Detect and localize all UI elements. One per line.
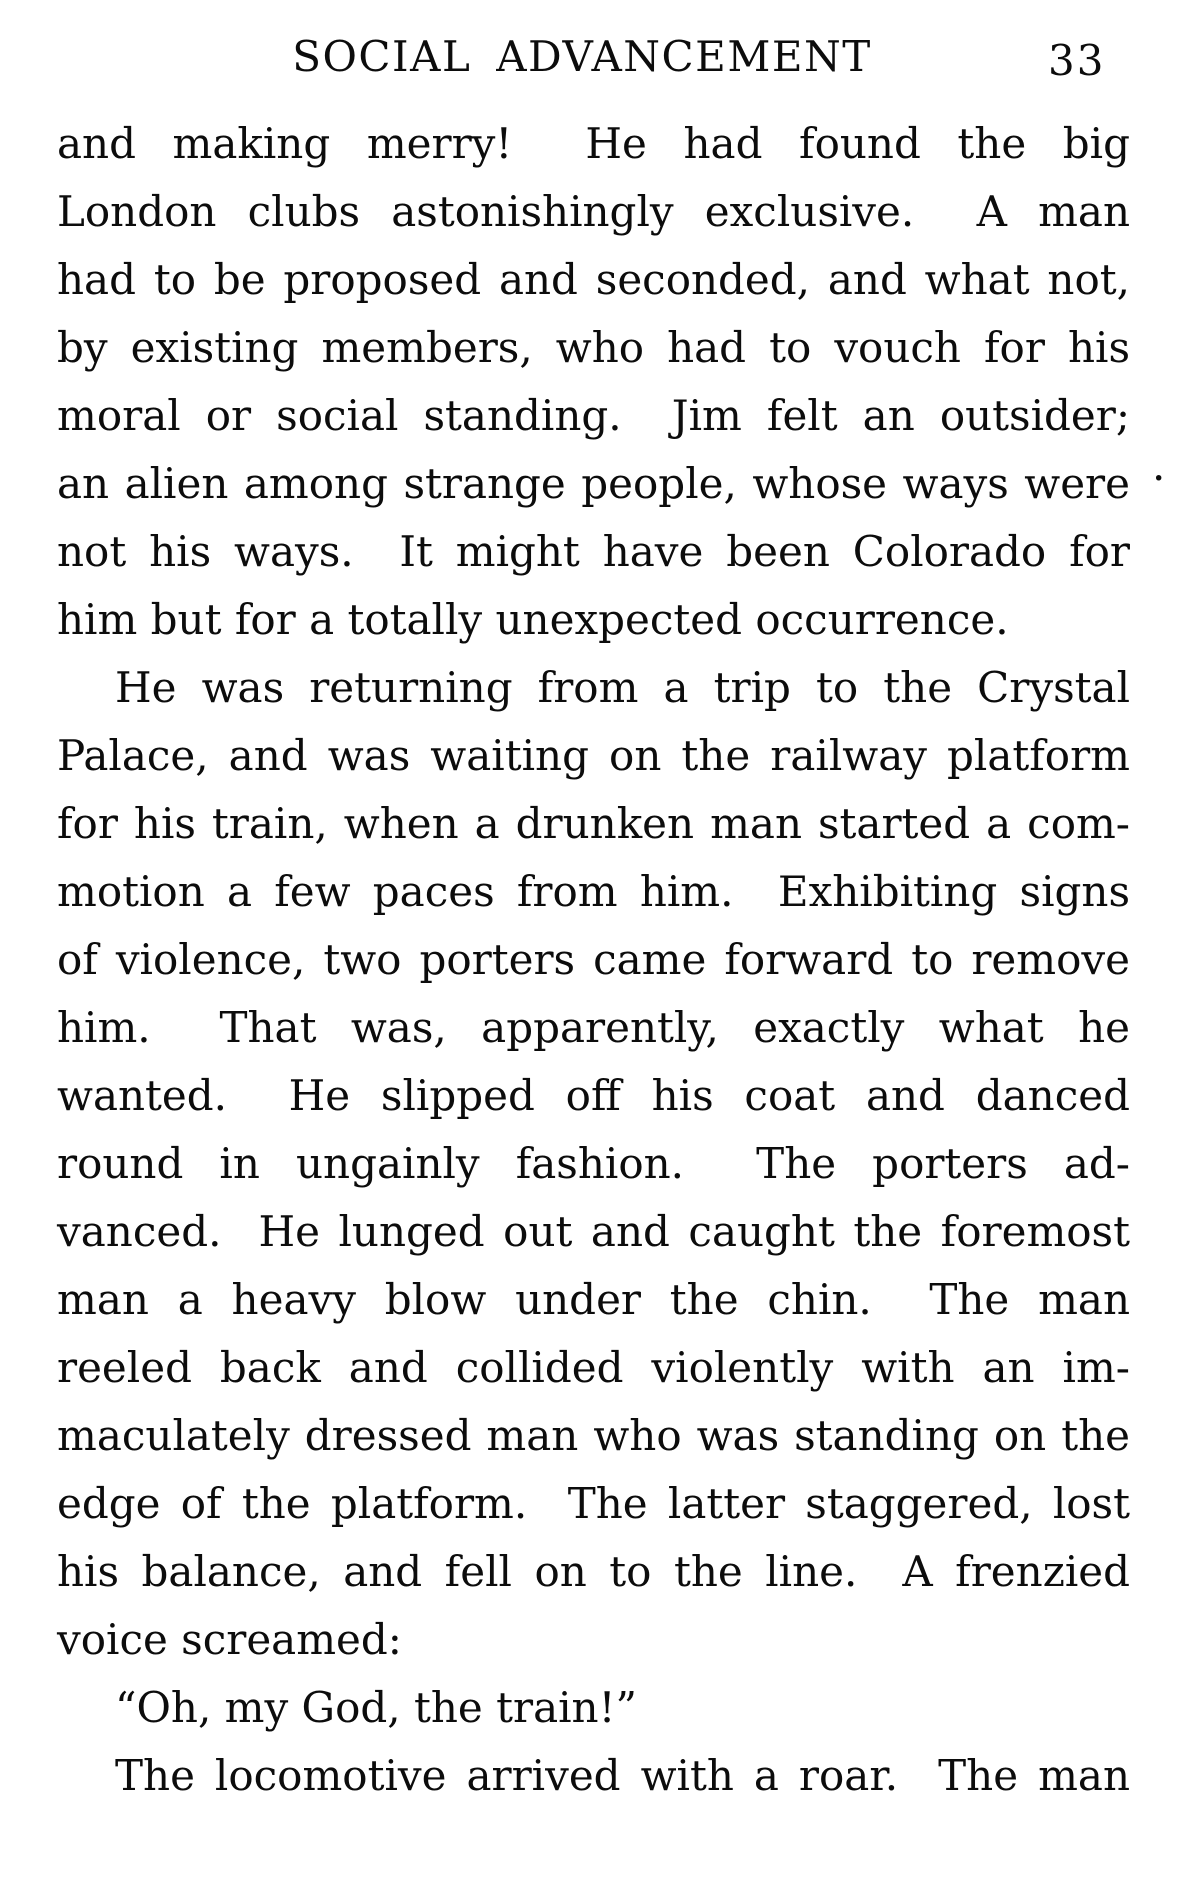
text-line: motion a few paces from him. Exhibiting signs (57, 867, 1130, 916)
text-line: him but for a totally unexpected occurrence. (57, 595, 1009, 644)
text-line: moral or social standing. Jim felt an outsider; (57, 391, 1130, 440)
running-head-title: SOCIAL ADVANCEMENT (292, 32, 872, 81)
text-line: round in ungainly fashion. The porters ad- (57, 1139, 1130, 1188)
text-line: not his ways. It might have been Colorado for (57, 527, 1130, 576)
text-line: him. That was, apparently, exactly what he (57, 1003, 1130, 1052)
text-line: man a heavy blow under the chin. The man (57, 1275, 1130, 1324)
text-line: and making merry! He had found the big (57, 119, 1130, 168)
text-line: an alien among strange people, whose ways were (57, 459, 1130, 508)
text-line: had to be proposed and seconded, and what not, (57, 255, 1130, 304)
text-line: voice screamed: (57, 1615, 402, 1664)
text-line: London clubs astonishingly exclusive. A man (57, 187, 1130, 236)
text-line: He was returning from a trip to the Crystal (115, 663, 1130, 712)
text-line: maculately dressed man who was standing on the (57, 1411, 1130, 1460)
text-line: The locomotive arrived with a roar. The man (115, 1751, 1130, 1800)
text-line: edge of the platform. The latter staggered, lost (57, 1479, 1130, 1528)
text-line: Palace, and was waiting on the railway platform (57, 731, 1130, 780)
text-line: reeled back and collided violently with an im- (57, 1343, 1130, 1392)
text-line: “Oh, my God, the train!” (115, 1683, 637, 1732)
text-line: for his train, when a drunken man started a com- (57, 799, 1130, 848)
page-number: 33 (1048, 36, 1106, 85)
text-line: by existing members, who had to vouch for his (57, 323, 1130, 372)
page-body-text (57, 110, 1130, 1810)
text-line: his balance, and fell on to the line. A frenzied (57, 1547, 1130, 1596)
text-line: wanted. He slipped off his coat and danced (57, 1071, 1130, 1120)
text-line: vanced. He lunged out and caught the foremost (57, 1207, 1130, 1256)
scan-artifact-dot: . (1152, 441, 1166, 490)
text-line: of violence, two porters came forward to remove (57, 935, 1130, 984)
